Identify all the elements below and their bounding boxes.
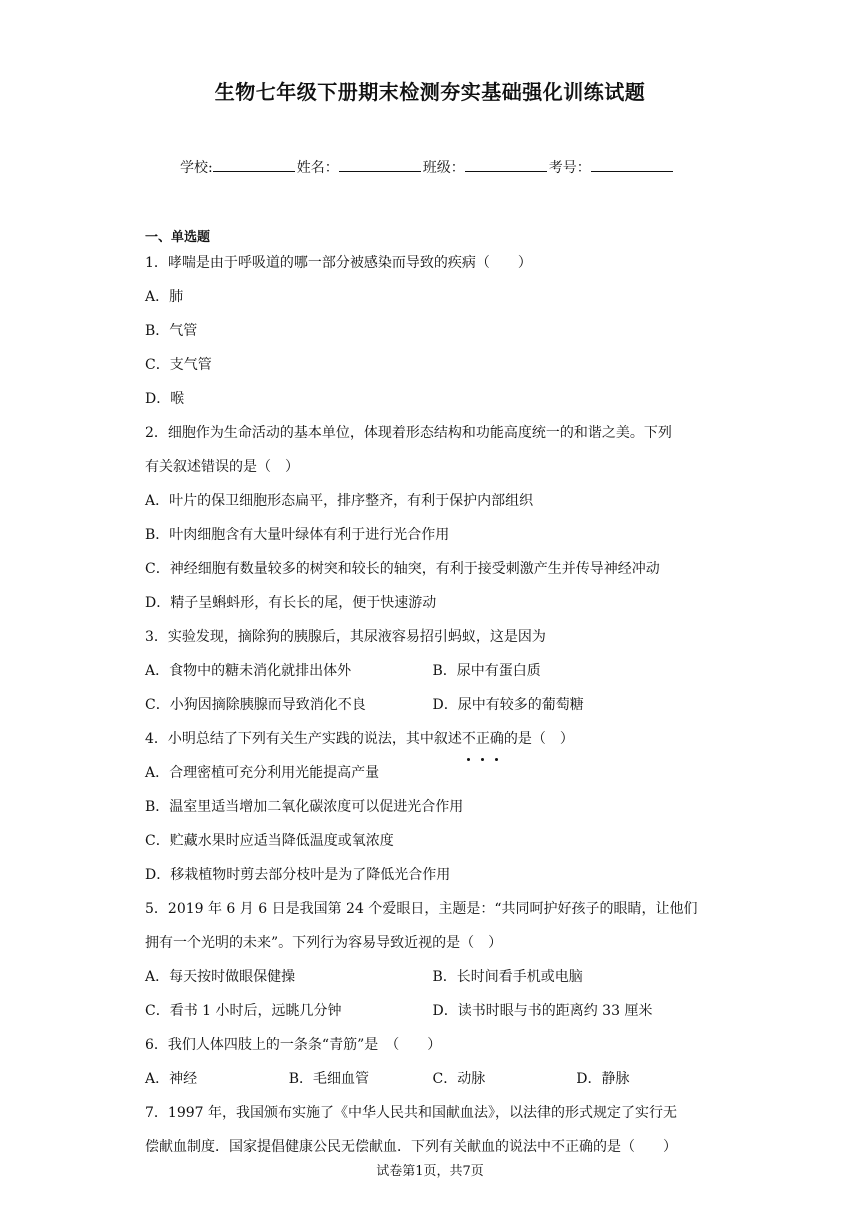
number-blank[interactable] bbox=[591, 156, 673, 172]
option: A．神经 bbox=[145, 1071, 198, 1087]
option: B．叶肉细胞含有大量叶绿体有利于进行光合作用 bbox=[145, 527, 450, 543]
emphasis-char: 正 bbox=[476, 722, 490, 756]
question-stem: 5．2019 年 6 月 6 日是我国第 24 个爱眼日，主题是：“共同呵护好孩子的眼睛，让他们 bbox=[145, 901, 698, 917]
student-info-line bbox=[180, 156, 675, 177]
option: D．静脉 bbox=[576, 1071, 630, 1087]
option: A．肺 bbox=[145, 289, 184, 305]
option: C．支气管 bbox=[145, 357, 212, 373]
option: A．食物中的糖未消化就排出体外 bbox=[145, 663, 352, 679]
option: D．尿中有较多的葡萄糖 bbox=[432, 697, 584, 713]
option: B．长时间看手机或电脑 bbox=[432, 969, 583, 985]
option: D．喉 bbox=[145, 391, 185, 407]
option: D．移栽植物时剪去部分枝叶是为了降低光合作用 bbox=[145, 867, 451, 883]
option: C．小狗因摘除胰腺而导致消化不良 bbox=[145, 697, 366, 713]
number-label: 考号： bbox=[548, 160, 591, 176]
question-stem-cont: 有关叙述错误的是（ ） bbox=[145, 459, 299, 475]
option-row bbox=[145, 960, 720, 994]
option-row bbox=[145, 1062, 720, 1096]
emphasis-char: 不 bbox=[462, 722, 476, 756]
option-row bbox=[145, 688, 720, 722]
option: A．每天按时做眼保健操 bbox=[145, 969, 296, 985]
school-label: 学校: bbox=[180, 160, 213, 176]
school-blank[interactable] bbox=[213, 156, 295, 172]
section-heading: 一、单选题 bbox=[145, 230, 211, 245]
question-stem: 1．哮喘是由于呼吸道的哪一部分被感染而导致的疾病（ ） bbox=[145, 255, 532, 271]
stem-text: 的是（ ） bbox=[503, 731, 574, 747]
stem-text: 4．小明总结了下列有关生产实践的说法，其中叙述 bbox=[145, 731, 462, 747]
option: C．贮藏水果时应适当降低温度或氧浓度 bbox=[145, 833, 394, 849]
question-stem: 7．1997 年，我国颁布实施了《中华人民共和国献血法》，以法律的形式规定了实行无 bbox=[145, 1105, 677, 1121]
question-stem: 6．我们人体四肢上的一条条“青筋”是 （ ） bbox=[145, 1037, 442, 1053]
question-stem: 3．实验发现，摘除狗的胰腺后，其尿液容易招引蚂蚁，这是因为 bbox=[145, 629, 546, 645]
class-blank[interactable] bbox=[465, 156, 547, 172]
option: D．精子呈蝌蚪形，有长长的尾，便于快速游动 bbox=[145, 595, 437, 611]
option: B．尿中有蛋白质 bbox=[432, 663, 541, 679]
option-row bbox=[145, 994, 720, 1028]
question-stem-cont: 偿献血制度．国家提倡健康公民无偿献血．下列有关献血的说法中不正确的是（ ） bbox=[145, 1139, 677, 1155]
question-stem: 2．细胞作为生命活动的基本单位，体现着形态结构和功能高度统一的和谐之美。下列 bbox=[145, 425, 672, 441]
option: C．动脉 bbox=[432, 1071, 486, 1087]
option: B．气管 bbox=[145, 323, 198, 339]
class-label: 班级： bbox=[422, 160, 465, 176]
option-row bbox=[145, 654, 720, 688]
question-stem-cont: 拥有一个光明的未来”。下列行为容易导致近视的是（ ） bbox=[145, 935, 503, 951]
name-label: 姓名： bbox=[296, 160, 339, 176]
name-blank[interactable] bbox=[339, 156, 421, 172]
option: C．神经细胞有数量较多的树突和较长的轴突，有利于接受刺激产生并传导神经冲动 bbox=[145, 561, 660, 577]
option: C．看书 1 小时后，远眺几分钟 bbox=[145, 1003, 342, 1019]
option: A．叶片的保卫细胞形态扁平，排序整齐，有利于保护内部组织 bbox=[145, 493, 534, 509]
page-title: 生物七年级下册期末检测夯实基础强化训练试题 bbox=[214, 80, 646, 104]
option: B．毛细血管 bbox=[288, 1071, 370, 1087]
option: B．温室里适当增加二氧化碳浓度可以促进光合作用 bbox=[145, 799, 464, 815]
page-footer: 试卷第1页，共7页 bbox=[376, 1164, 484, 1179]
question-list bbox=[145, 246, 720, 1164]
option: D．读书时眼与书的距离约 33 厘米 bbox=[432, 1003, 653, 1019]
emphasis-char: 确 bbox=[490, 722, 504, 756]
question-stem bbox=[145, 722, 720, 756]
option: A．合理密植可充分利用光能提高产量 bbox=[145, 765, 380, 781]
